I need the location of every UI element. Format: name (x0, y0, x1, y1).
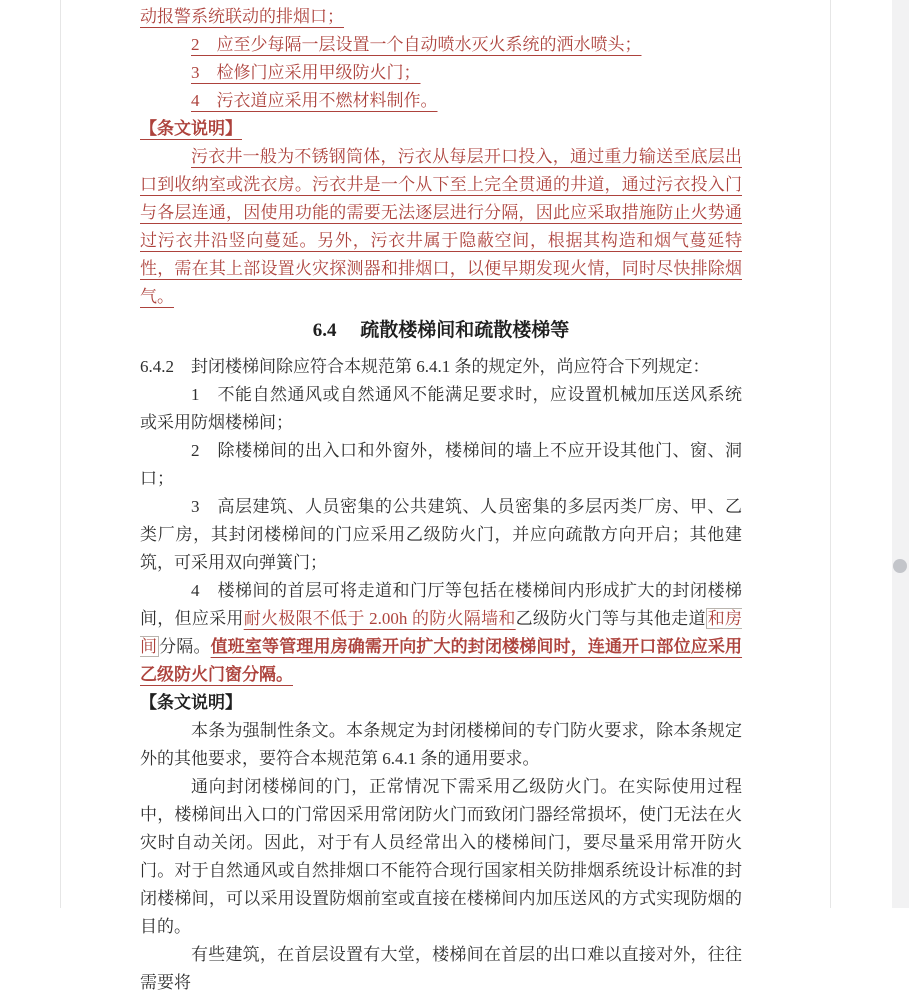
clause-explanation-label-red: 【条文说明】 (140, 119, 242, 138)
amendment-paragraph: 污衣井一般为不锈钢筒体，污衣从每层开口投入，通过重力输送至底层出口到收纳室或洗衣房。污衣井是一个从下至上完全贯通的井道，通过污衣投入门与各层连通，因使用功能的需要无法逐层进行分隔，因此应采取措施防止火势通过污衣井沿竖向蔓延。另外，污衣井属于隐蔽空间，根据其构造和烟气蔓延特性，需在其上部设置火灾探测器和排烟口，以便早期发现火情，同时尽快排除烟气。 (140, 147, 742, 306)
clause-item-4 (140, 577, 742, 689)
explanation-paragraph-2: 通向封闭楼梯间的门，正常情况下需采用乙级防火门。在实际使用过程中，楼梯间出入口的门常因采用常闭防火门而致闭门器经常损坏，使门无法在火灾时自动关闭。因此，对于有人员经常出入的楼梯间门，要尽量采用常开防火门。对于自然通风或自然排烟口不能符合现行国家相关防排烟系统设计标准的封闭楼梯间，可以采用设置防烟前室或直接在楼梯间内加压送风的方式实现防烟的目的。 (140, 777, 742, 936)
clause-item-4-black-lead: 4 楼梯间的首层可将走道和门厅等包括在楼梯间内形成扩大的封闭楼梯间，但应采用 (140, 581, 742, 628)
amendment-continuation-line: 动报警系统联动的排烟口； (140, 7, 344, 26)
amendment-item-3: 3 检修门应采用甲级防火门； (191, 63, 421, 82)
section-heading-6-4: 6.4 疏散楼梯间和疏散楼梯等 (312, 320, 570, 341)
amendment-item-2: 2 应至少每隔一层设置一个自动喷水灭火系统的洒水喷头； (191, 35, 642, 54)
amendment-item-4: 4 污衣道应采用不燃材料制作。 (191, 91, 438, 110)
clause-item-4-black-tail: 分隔。 (159, 637, 211, 656)
clause-explanation-label-black: 【条文说明】 (140, 693, 242, 712)
scrollbar-thumb[interactable] (893, 559, 907, 573)
clause-item-3: 3 高层建筑、人员密集的公共建筑、人员密集的多层丙类厂房、甲、乙类厂房，其封闭楼梯间的门应采用乙级防火门，并应向疏散方向开启；其他建筑，可采用双向弹簧门； (140, 497, 742, 572)
clause-6-4-2: 6.4.2 封闭楼梯间除应符合本规范第 6.4.1 条的规定外，尚应符合下列规定： (140, 357, 710, 376)
clause-item-4-black-mid: 乙级防火门等与其他走道 (515, 609, 706, 628)
clause-item-4-red-bold-addition: 值班室等管理用房确需开向扩大的封闭楼梯间时，连通开口部位应采用乙级防火门窗分隔。 (140, 637, 743, 684)
explanation-paragraph-3: 有些建筑，在首层设置有大堂，楼梯间在首层的出口难以直接对外，往往需要将 (140, 945, 742, 992)
scrollbar-track[interactable] (892, 0, 909, 908)
clause-item-4-boxed-insert: 和房间 (140, 609, 743, 656)
page-content (140, 3, 742, 997)
clause-item-4-red-insert: 耐火极限不低于 2.00h 的防火隔墙和 (243, 609, 516, 628)
document-page (60, 0, 831, 992)
clause-item-2: 2 除楼梯间的出入口和外窗外，楼梯间的墙上不应开设其他门、窗、洞口； (140, 441, 742, 488)
explanation-paragraph-1: 本条为强制性条文。本条规定为封闭楼梯间的专门防火要求，除本条规定外的其他要求，要符合本规范第 6.4.1 条的通用要求。 (140, 721, 742, 768)
clause-item-1: 1 不能自然通风或自然通风不能满足要求时，应设置机械加压送风系统或采用防烟楼梯间； (140, 385, 742, 432)
